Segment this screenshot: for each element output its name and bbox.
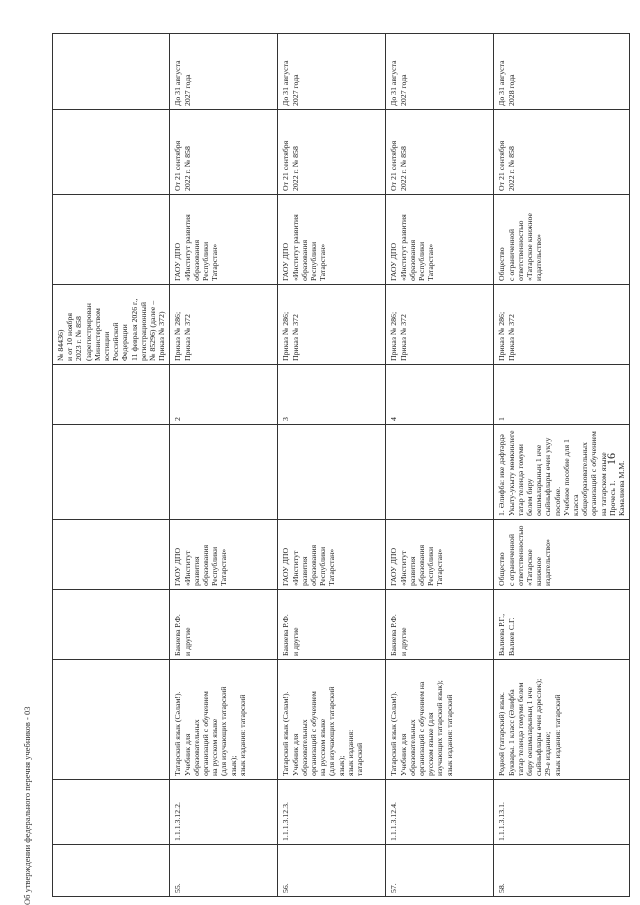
cell-grade: 2 xyxy=(170,365,278,425)
cell-order: Приказ № 286; Приказ № 372 xyxy=(170,285,278,365)
cell-parts xyxy=(386,425,494,520)
table-row xyxy=(170,34,278,897)
cell-parts xyxy=(278,425,386,520)
cell-order: № 84436) и от 10 ноября 2023 г. № 858 (зарегистрирован Министерством юстиции Российской Федерации 11 февраля 2026 г., регистрационный № 85296) (далее – Приказ № 372) xyxy=(53,285,170,365)
cell-from: От 21 сентября 2022 г. № 858 xyxy=(170,110,278,195)
cell-until: До 31 августа 2027 года xyxy=(386,34,494,110)
cell-authors xyxy=(53,590,170,660)
cell-no: 56. xyxy=(278,845,386,897)
textbook-table xyxy=(52,33,630,897)
cell-no xyxy=(53,845,170,897)
cell-publisher: ГАОУ ДПО «Институт развития образования Республики Татарстан» xyxy=(386,195,494,285)
cell-authors: Валиева Р.Г., Валиев С.Г. xyxy=(494,590,630,660)
cell-no: 58. xyxy=(494,845,630,897)
cell-org: ГАОУ ДПО «Институт развития образования Республики Татарстан» xyxy=(278,520,386,590)
table-row xyxy=(278,34,386,897)
table-row xyxy=(494,34,630,897)
footer-wrap xyxy=(22,0,42,905)
cell-grade xyxy=(53,365,170,425)
cell-title: Татарский язык (Сәлам!). Учебник для образовательных организаций с обучением на русском языке (для изучающих татарский язык); язык издания: татарский xyxy=(170,660,278,780)
cell-grade: 4 xyxy=(386,365,494,425)
cell-from: От 21 сентября 2022 г. № 858 xyxy=(386,110,494,195)
cell-until xyxy=(53,34,170,110)
cell-authors: Бакиева Р.Ф. и другие xyxy=(278,590,386,660)
cell-org: ГАОУ ДПО «Институт развития образования Республики Татарстан» xyxy=(386,520,494,590)
table-row xyxy=(53,34,170,897)
cell-code: 1.1.1.3.12.2. xyxy=(170,780,278,845)
cell-title: Родной (татарский) язык. Буквары. 1 класс (Әлифба татар телендә гомуми белем биру оешмаларының 1 нче сыйныфлары өчен дәреслек); 29-е издание; язык издания: татарский xyxy=(494,660,630,780)
cell-title xyxy=(53,660,170,780)
cell-code: 1.1.1.3.12.4. xyxy=(386,780,494,845)
page-number: 16 xyxy=(604,453,618,465)
cell-publisher xyxy=(53,195,170,285)
cell-order: Приказ № 286; Приказ № 372 xyxy=(386,285,494,365)
cell-parts xyxy=(53,425,170,520)
cell-title: Татарский язык (Сәлам!). Учебник для образовательных организаций с обучением на русском языке (для изучающих татарский язык); язык издания: татарский xyxy=(278,660,386,780)
cell-from: От 21 сентября 2022 г. № 858 xyxy=(494,110,630,195)
cell-org: Общество с ограниченной ответственностью «Татарское книжное издательство» xyxy=(494,520,630,590)
footer-text: Об утверждении федерального перечня учебников - 03 xyxy=(22,706,32,905)
cell-code xyxy=(53,780,170,845)
cell-from: От 21 сентября 2022 г. № 858 xyxy=(278,110,386,195)
cell-until: До 31 августа 2027 года xyxy=(278,34,386,110)
cell-authors: Бакиева Р.Ф. и другие xyxy=(170,590,278,660)
cell-org xyxy=(53,520,170,590)
cell-publisher: Общество с ограниченной ответственностью «Татарское книжное издательство» xyxy=(494,195,630,285)
cell-from xyxy=(53,110,170,195)
cell-order: Приказ № 286; Приказ № 372 xyxy=(494,285,630,365)
cell-no: 55. xyxy=(170,845,278,897)
cell-code: 1.1.1.3.12.3. xyxy=(278,780,386,845)
cell-order: Приказ № 286; Приказ № 372 xyxy=(278,285,386,365)
cell-grade: 1 xyxy=(494,365,630,425)
cell-authors: Бакиева Р.Ф. и другие xyxy=(386,590,494,660)
cell-code: 1.1.1.3.13.1. xyxy=(494,780,630,845)
cell-until: До 31 августа 2027 года xyxy=(170,34,278,110)
cell-org: ГАОУ ДПО «Институт развития образования Республики Татарстан» xyxy=(170,520,278,590)
cell-parts xyxy=(170,425,278,520)
cell-publisher: ГАОУ ДПО «Институт развития образования Республики Татарстан» xyxy=(278,195,386,285)
cell-publisher: ГАОУ ДПО «Институт развития образования Республики Татарстан» xyxy=(170,195,278,285)
cell-title: Татарский язык (Сәлам!). Учебник для образовательных организаций с обучением на русском языке (для изучающих татарский язык); язык издания: татарский xyxy=(386,660,494,780)
table-row xyxy=(386,34,494,897)
cell-until: До 31 августа 2028 года xyxy=(494,34,630,110)
cell-grade: 3 xyxy=(278,365,386,425)
cell-parts: 1. Әлифба: ике дәфтәрдә Укыту-укыту мөмкинлеге татар телендә гомуми белем биру оешмаларының 1 нче сыйныфлары өчен укуу пособие. Учебное пособие для 1 класса общеобразовательных организаций с обучением на татарском языке Прочесь 1. Камалиева М.М. xyxy=(494,425,630,520)
cell-no: 57. xyxy=(386,845,494,897)
